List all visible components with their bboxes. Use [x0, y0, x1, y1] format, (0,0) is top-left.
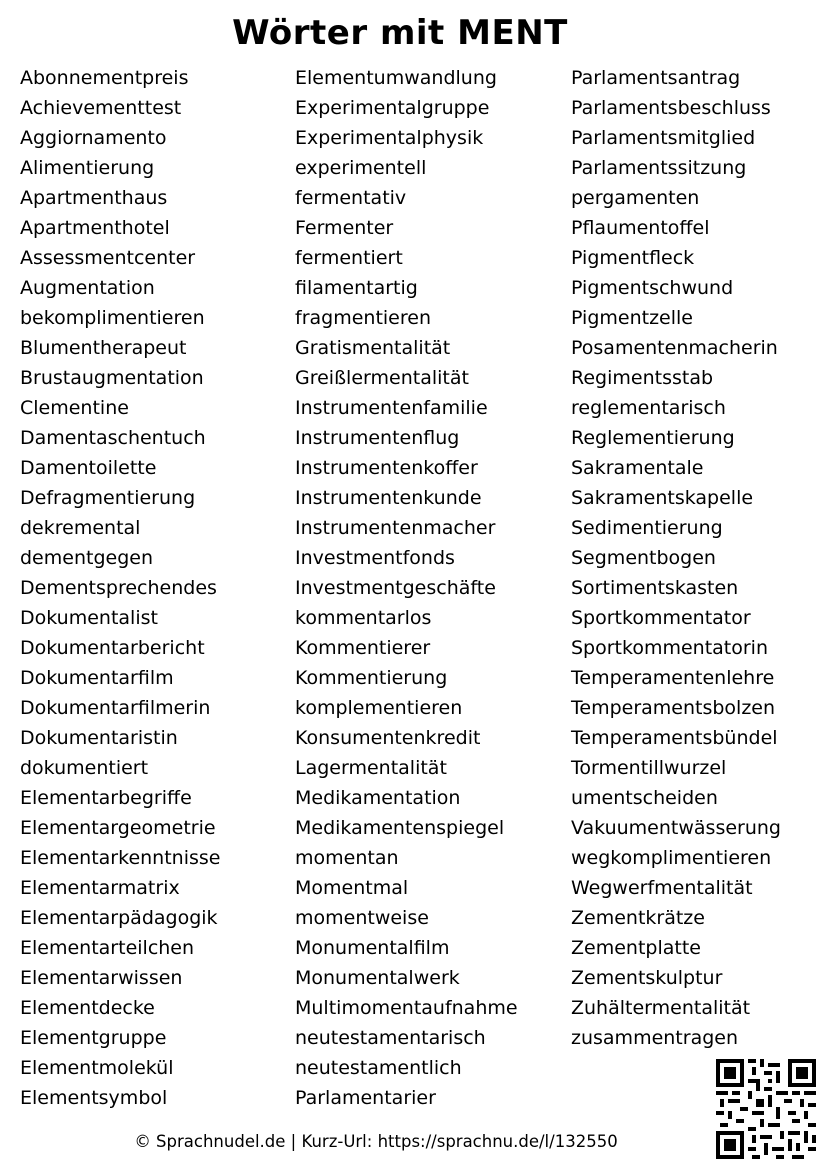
word-item: Temperamentsbolzen — [571, 697, 776, 719]
word-item: Instrumentenflug — [295, 427, 460, 449]
word-item: dekremental — [20, 517, 141, 539]
word-item: Brustaugmentation — [20, 367, 204, 389]
footer-credit: © Sprachnudel.de | Kurz-Url: https://sprachnu.de/l/132550 — [134, 1132, 618, 1151]
word-item: fermentativ — [295, 187, 407, 209]
word-item: Investmentfonds — [295, 547, 455, 569]
word-item: Experimentalphysik — [295, 127, 484, 149]
word-item: Elementarbegriffe — [20, 787, 192, 809]
word-item: Damentoilette — [20, 457, 157, 479]
word-item: Zuhältermentalität — [571, 997, 751, 1019]
word-item: Pflaumentoffel — [571, 217, 710, 239]
page-title: Wörter mit MENT — [232, 13, 568, 53]
word-item: Kommentierer — [295, 637, 431, 659]
word-item: Parlamentsbeschluss — [571, 97, 771, 119]
word-item: neutestamentlich — [295, 1057, 462, 1079]
word-item: Blumentherapeut — [20, 337, 187, 359]
word-item: Elementdecke — [20, 997, 155, 1019]
word-item: Elementsymbol — [20, 1087, 168, 1109]
word-item: Parlamentarier — [295, 1087, 436, 1109]
word-item: Kommentierung — [295, 667, 448, 689]
word-item: kommentarlos — [295, 607, 432, 629]
word-item: Abonnementpreis — [20, 67, 189, 89]
word-item: Dokumentarfilm — [20, 667, 174, 689]
word-column-1 — [20, 63, 220, 1113]
word-item: Konsumentenkredit — [295, 727, 481, 749]
word-item: komplementieren — [295, 697, 463, 719]
word-item: Elementarpädagogik — [20, 907, 218, 929]
word-item: Apartmenthaus — [20, 187, 168, 209]
word-item: Elementmolekül — [20, 1057, 174, 1079]
word-item: wegkomplimentieren — [571, 847, 772, 869]
word-item: Elementumwandlung — [295, 67, 497, 89]
word-item: Lagermentalität — [295, 757, 447, 779]
word-item: Dokumentalist — [20, 607, 158, 629]
word-item: Elementgruppe — [20, 1027, 167, 1049]
word-item: Segmentbogen — [571, 547, 716, 569]
word-item: Parlamentssitzung — [571, 157, 747, 179]
word-item: Achievementtest — [20, 97, 182, 119]
word-item: Sortimentskasten — [571, 577, 739, 599]
word-item: Regimentsstab — [571, 367, 714, 389]
word-item: Experimentalgruppe — [295, 97, 490, 119]
word-item: Elementargeometrie — [20, 817, 216, 839]
word-item: Apartmenthotel — [20, 217, 170, 239]
word-item: Temperamentsbündel — [571, 727, 778, 749]
word-item: Medikamentenspiegel — [295, 817, 505, 839]
word-item: momentweise — [295, 907, 429, 929]
word-item: Damentaschentuch — [20, 427, 206, 449]
word-item: Greißlermentalität — [295, 367, 469, 389]
word-item: Pigmentfleck — [571, 247, 695, 269]
word-item: Reglementierung — [571, 427, 735, 449]
qr-code-icon — [716, 1059, 816, 1159]
word-item: zusammentragen — [571, 1027, 739, 1049]
word-item: Sedimentierung — [571, 517, 723, 539]
word-item: Pigmentschwund — [571, 277, 734, 299]
word-item: Vakuumentwässerung — [571, 817, 781, 839]
word-item: Zementplatte — [571, 937, 701, 959]
word-item: Sakramentale — [571, 457, 704, 479]
word-column-2 — [295, 63, 518, 1113]
word-item: Sakramentskapelle — [571, 487, 754, 509]
word-item: Multimomentaufnahme — [295, 997, 518, 1019]
word-item: Monumentalfilm — [295, 937, 450, 959]
word-item: Elementarkenntnisse — [20, 847, 221, 869]
word-item: Instrumentenfamilie — [295, 397, 488, 419]
word-item: Zementskulptur — [571, 967, 723, 989]
word-item: Wegwerfmentalität — [571, 877, 753, 899]
word-item: neutestamentarisch — [295, 1027, 486, 1049]
word-item: Instrumentenmacher — [295, 517, 496, 539]
word-item: Assessmentcenter — [20, 247, 196, 269]
word-item: Sportkommentator — [571, 607, 751, 629]
word-item: fermentiert — [295, 247, 403, 269]
word-item: Dokumentaristin — [20, 727, 178, 749]
word-item: Instrumentenkunde — [295, 487, 482, 509]
word-item: Clementine — [20, 397, 129, 419]
word-item: Augmentation — [20, 277, 155, 299]
word-item: Pigmentzelle — [571, 307, 693, 329]
word-item: Instrumentenkoffer — [295, 457, 478, 479]
word-item: pergamenten — [571, 187, 700, 209]
word-item: Parlamentsmitglied — [571, 127, 756, 149]
word-item: umentscheiden — [571, 787, 718, 809]
word-item: Alimentierung — [20, 157, 155, 179]
word-item: Posamentenmacherin — [571, 337, 778, 359]
word-item: Dementsprechendes — [20, 577, 217, 599]
word-column-3 — [571, 63, 781, 1053]
word-item: reglementarisch — [571, 397, 726, 419]
word-item: experimentell — [295, 157, 427, 179]
word-item: Momentmal — [295, 877, 409, 899]
word-item: Zementkrätze — [571, 907, 705, 929]
word-item: Tormentillwurzel — [571, 757, 727, 779]
word-item: fragmentieren — [295, 307, 431, 329]
word-item: dementgegen — [20, 547, 153, 569]
word-item: Parlamentsantrag — [571, 67, 741, 89]
word-item: Defragmentierung — [20, 487, 196, 509]
word-item: Elementarteilchen — [20, 937, 195, 959]
word-item: Medikamentation — [295, 787, 461, 809]
word-item: Elementarwissen — [20, 967, 183, 989]
word-item: Aggiornamento — [20, 127, 167, 149]
word-item: Dokumentarfilmerin — [20, 697, 211, 719]
word-item: Gratismentalität — [295, 337, 451, 359]
word-item: Sportkommentatorin — [571, 637, 769, 659]
word-item: momentan — [295, 847, 399, 869]
word-item: Temperamentenlehre — [571, 667, 775, 689]
word-item: Fermenter — [295, 217, 394, 239]
word-item: filamentartig — [295, 277, 418, 299]
word-item: bekomplimentieren — [20, 307, 205, 329]
word-item: Dokumentarbericht — [20, 637, 205, 659]
word-item: Investmentgeschäfte — [295, 577, 496, 599]
word-item: Elementarmatrix — [20, 877, 180, 899]
word-item: Monumentalwerk — [295, 967, 460, 989]
word-item: dokumentiert — [20, 757, 149, 779]
